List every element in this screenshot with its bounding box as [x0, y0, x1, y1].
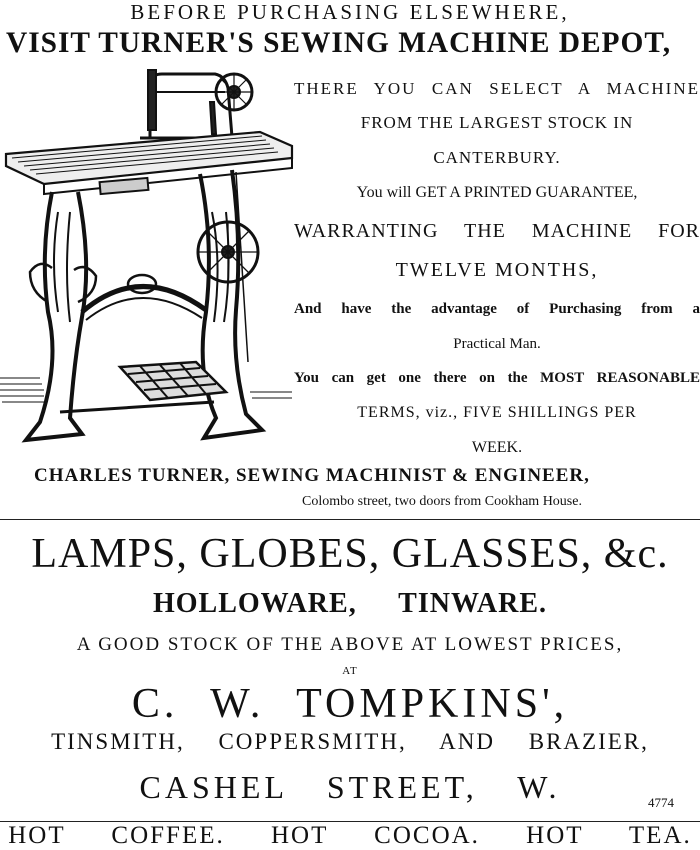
- ad1-body-line-9: You can get one there on the MOST REASONABLE: [294, 370, 700, 386]
- ad1-proprietor: CHARLES TURNER, SEWING MACHINIST & ENGINEER,: [34, 465, 590, 486]
- ad2-headline: LAMPS, GLOBES, GLASSES, &c.: [31, 531, 669, 577]
- ad2-at: AT: [342, 665, 358, 677]
- ad1-body-line-5: WARRANTING THE MACHINE FOR: [294, 220, 700, 242]
- ad1-body-line-3: CANTERBURY.: [433, 148, 561, 167]
- ad1-body-line-10: TERMS, viz., FIVE SHILLINGS PER: [357, 404, 637, 421]
- ad2-number: 4774: [648, 795, 674, 810]
- divider-rule: [0, 519, 700, 520]
- ad2-street: CASHEL STREET, W.: [139, 769, 561, 805]
- ad1-body-line-1: THERE YOU CAN SELECT A MACHINE: [294, 79, 700, 98]
- ad2-stock-line: A GOOD STOCK OF THE ABOVE AT LOWEST PRICES,: [76, 634, 624, 655]
- ad3-headline: HOT COFFEE. HOT COCOA. HOT TEA.: [8, 822, 692, 849]
- ad1-body-line-8: Practical Man.: [453, 336, 541, 352]
- ad1-body-line-4: You will GET A PRINTED GUARANTEE,: [356, 184, 638, 201]
- ad1-body-line-6: TWELVE MONTHS,: [395, 259, 599, 281]
- ad1-address: Colombo street, two doors from Cookham House.: [302, 494, 582, 509]
- ad1-body-line-2: FROM THE LARGEST STOCK IN: [360, 113, 634, 132]
- ad2-subhead: HOLLOWARE, TINWARE.: [152, 588, 547, 619]
- ad1-body-line-11: WEEK.: [471, 439, 523, 456]
- ad1-headline-main: VISIT TURNER'S SEWING MACHINE DEPOT,: [6, 26, 672, 59]
- ad2-trades: TINSMITH, COPPERSMITH, AND BRAZIER,: [51, 729, 649, 754]
- sewing-machine-illustration: [0, 62, 296, 462]
- ad1-body-line-7: And have the advantage of Purchasing from a: [294, 301, 700, 317]
- ad1-headline-top: BEFORE PURCHASING ELSEWHERE,: [130, 0, 570, 24]
- ad2-merchant: C. W. TOMPKINS',: [131, 681, 569, 727]
